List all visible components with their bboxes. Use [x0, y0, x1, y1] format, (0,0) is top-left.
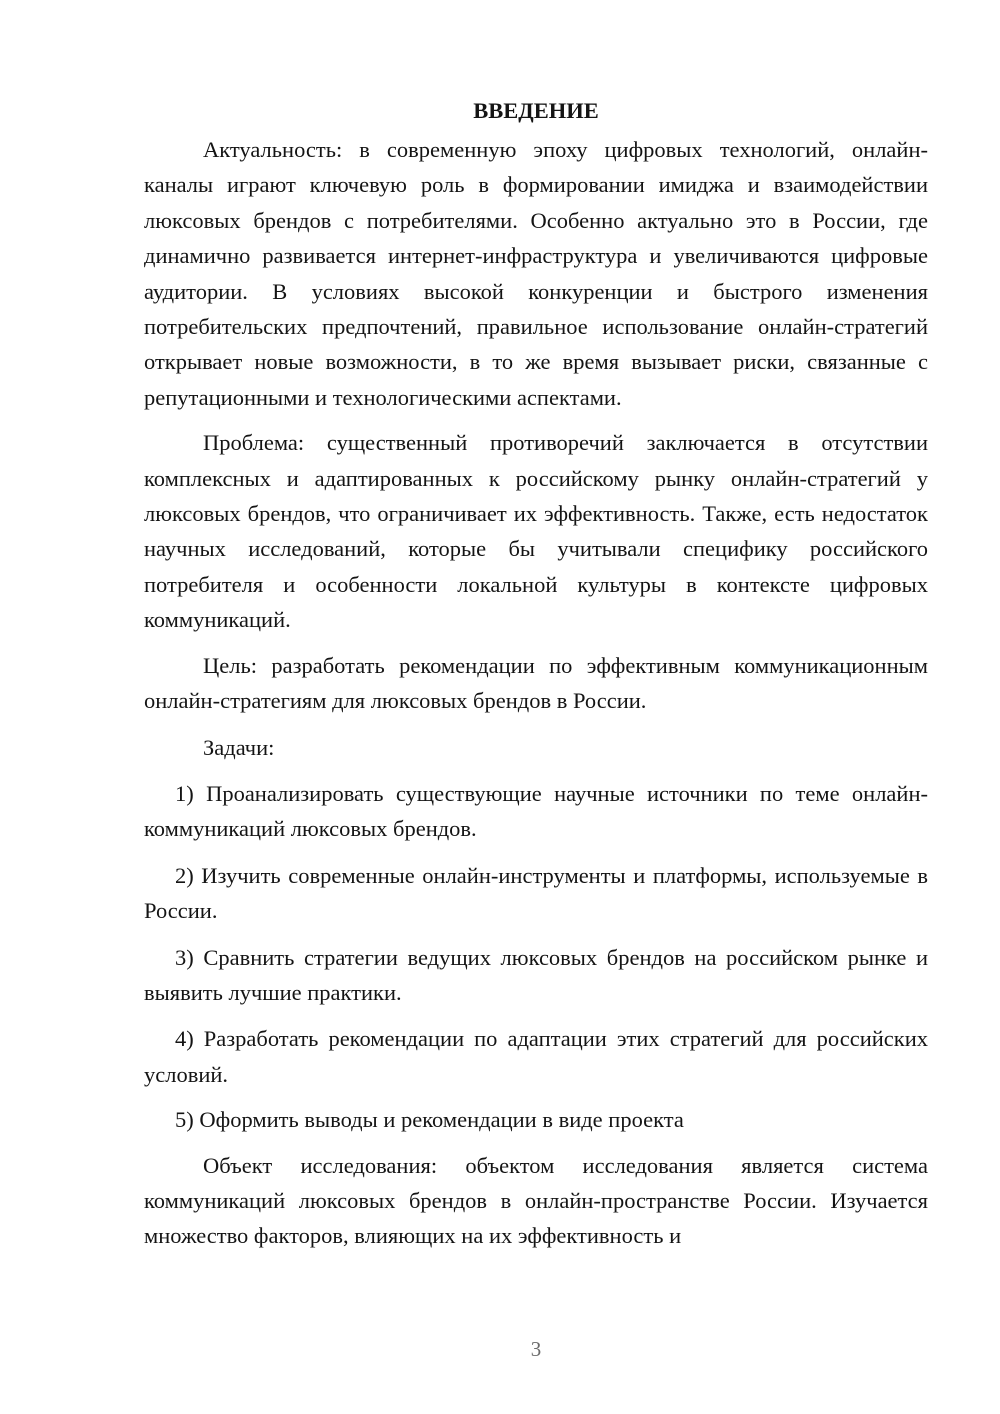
task-item-3: 3) Сравнить стратегии ведущих люксовых брендов на российском рынке и выявить лучшие практики.	[144, 944, 928, 1005]
paragraph-relevance: Актуальность: в современную эпоху цифровых технологий, онлайн-каналы играют ключевую роль в формировании имиджа и взаимодействии люксовых брендов с потребителями. Особенно актуально это в России, где динамично развивается интернет-инфраструктура и увеличиваются цифровые аудитории. В условиях высокой конкуренции и быстрого изменения потребительских предпочтений, правильное использование онлайн-стратегий открывает новые возможности, в то же время вызывает риски, связанные с репутационными и технологическими аспектами.	[144, 137, 928, 410]
paragraph-goal: Цель: разработать рекомендации по эффективным коммуникационным онлайн-стратегиям для люксовых брендов в России.	[144, 652, 928, 714]
page-heading: ВВЕДЕНИЕ	[473, 98, 599, 123]
task-item-4: 4) Разработать рекомендации по адаптации этих стратегий для российских условий.	[144, 1026, 928, 1087]
paragraph-problem: Проблема: существенный противоречий заключается в отсутствии комплексных и адаптированных к российскому рынку онлайн-стратегий у люксовых брендов, что ограничивает их эффективность. Также, есть недостаток научных исследований, которые бы учитывали специфику российского потребителя и особенности локальной культуры в контексте цифровых коммуникаций.	[144, 430, 928, 633]
task-item-5: 5) Оформить выводы и рекомендации в виде проекта	[175, 1107, 684, 1133]
task-item-2: 2) Изучить современные онлайн-инструменты и платформы, используемые в России.	[144, 862, 928, 924]
page-body	[144, 93, 928, 1254]
paragraph-tasks-label: Задачи:	[203, 734, 275, 760]
paragraph-object: Объект исследования: объектом исследования является система коммуникаций люксовых брендов в онлайн-пространстве России. Изучается множество факторов, влияющих на их эффективность и	[144, 1152, 928, 1249]
task-item-1: 1) Проанализировать существующие научные источники по теме онлайн-коммуникаций люксовых брендов.	[144, 780, 928, 842]
page-number: 3	[530, 1337, 542, 1361]
